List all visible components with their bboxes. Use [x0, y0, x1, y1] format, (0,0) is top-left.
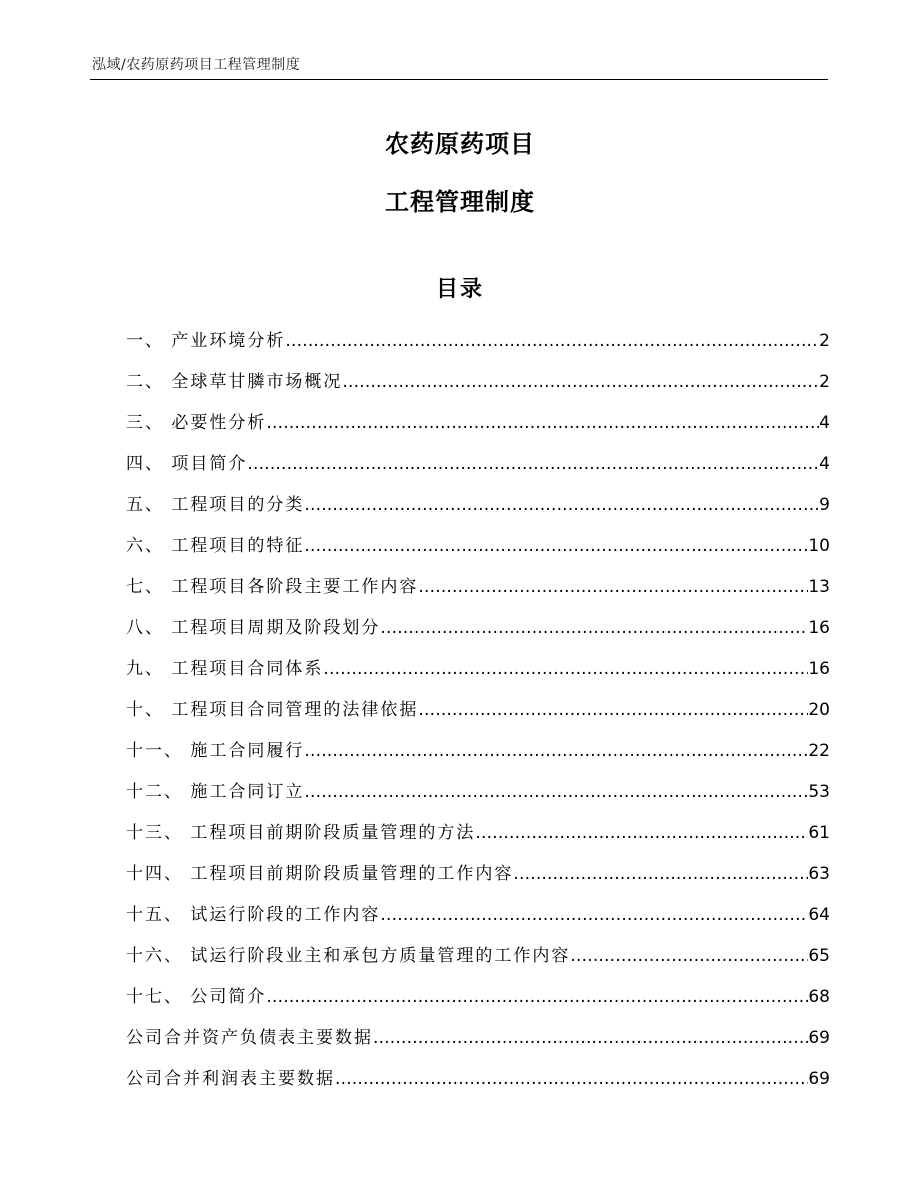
toc-entry-page-number: 2	[819, 331, 830, 351]
toc-entry-page-number: 4	[819, 413, 830, 433]
toc-entry[interactable]	[126, 813, 830, 854]
toc-entry-label: 五、 工程项目的分类	[126, 495, 305, 515]
toc-entry-page-number: 68	[808, 987, 830, 1007]
toc-entry-page-number: 16	[808, 618, 830, 638]
toc-entry-page-number: 9	[819, 495, 830, 515]
toc-entry[interactable]	[126, 362, 830, 403]
toc-dot-leader	[266, 977, 808, 1018]
toc-entry[interactable]	[126, 403, 830, 444]
toc-entry-label: 十五、 试运行阶段的工作内容	[126, 905, 381, 925]
toc-entry-label: 十二、 施工合同订立	[126, 782, 305, 802]
toc-entry-page-number: 20	[808, 700, 830, 720]
header-divider	[90, 79, 828, 80]
toc-entry[interactable]	[126, 321, 830, 362]
toc-entry-page-number: 10	[808, 536, 830, 556]
toc-dot-leader	[247, 444, 819, 485]
toc-entry-page-number: 53	[808, 782, 830, 802]
toc-entry[interactable]	[126, 854, 830, 895]
toc-entry-page-number: 61	[808, 823, 830, 843]
toc-entry[interactable]	[126, 526, 830, 567]
toc-dot-leader	[418, 567, 808, 608]
toc-dot-leader	[475, 813, 808, 854]
toc-entry-label: 三、 必要性分析	[126, 413, 267, 433]
toc-entry-label: 七、 工程项目各阶段主要工作内容	[126, 577, 419, 597]
toc-entry-label: 十一、 施工合同履行	[126, 741, 305, 761]
toc-entry-label: 十四、 工程项目前期阶段质量管理的工作内容	[126, 864, 514, 884]
toc-entry-label: 公司合并资产负债表主要数据	[126, 1028, 373, 1048]
toc-entry-label: 十、 工程项目合同管理的法律依据	[126, 700, 419, 720]
document-title-line-1: 农药原药项目	[385, 130, 535, 158]
toc-entry-label: 八、 工程项目周期及阶段划分	[126, 618, 381, 638]
toc-entry-page-number: 22	[808, 741, 830, 761]
toc-dot-leader	[285, 321, 819, 362]
toc-dot-leader	[266, 403, 819, 444]
toc-dot-leader	[570, 936, 808, 977]
toc-entry[interactable]	[126, 567, 830, 608]
toc-entry-page-number: 4	[819, 454, 830, 474]
toc-entry-label: 四、 项目简介	[126, 454, 248, 474]
toc-entry[interactable]	[126, 731, 830, 772]
toc-entry-page-number: 63	[808, 864, 830, 884]
toc-dot-leader	[323, 649, 808, 690]
toc-entry-label: 十六、 试运行阶段业主和承包方质量管理的工作内容	[126, 946, 571, 966]
toc-dot-leader	[304, 731, 808, 772]
toc-dot-leader	[304, 526, 808, 567]
toc-entry-label: 一、 产业环境分析	[126, 331, 286, 351]
toc-dot-leader	[342, 362, 819, 403]
toc-entry-page-number: 69	[808, 1028, 830, 1048]
toc-dot-leader	[304, 485, 819, 526]
toc-entry[interactable]	[126, 485, 830, 526]
document-title-line-2: 工程管理制度	[385, 188, 535, 216]
toc-entry-label: 十七、 公司简介	[126, 987, 267, 1007]
toc-entry[interactable]	[126, 1018, 830, 1059]
toc-entry[interactable]	[126, 690, 830, 731]
toc-dot-leader	[380, 608, 808, 649]
toc-entry-page-number: 69	[808, 1069, 830, 1089]
running-header: 泓域/农药原药项目工程管理制度	[92, 57, 301, 73]
toc-dot-leader	[373, 1018, 808, 1059]
toc-entry-page-number: 2	[819, 372, 830, 392]
table-of-contents	[126, 321, 830, 1100]
toc-entry[interactable]	[126, 895, 830, 936]
toc-entry-label: 六、 工程项目的特征	[126, 536, 305, 556]
toc-entry[interactable]	[126, 649, 830, 690]
toc-entry-label: 二、 全球草甘膦市场概况	[126, 372, 343, 392]
toc-entry-label: 九、 工程项目合同体系	[126, 659, 324, 679]
toc-heading: 目录	[435, 277, 484, 302]
toc-dot-leader	[380, 895, 808, 936]
toc-entry-label: 十三、 工程项目前期阶段质量管理的方法	[126, 823, 476, 843]
toc-entry-page-number: 65	[808, 946, 830, 966]
toc-entry[interactable]	[126, 444, 830, 485]
toc-dot-leader	[304, 772, 808, 813]
toc-dot-leader	[513, 854, 808, 895]
toc-entry[interactable]	[126, 936, 830, 977]
toc-entry[interactable]	[126, 1059, 830, 1100]
toc-entry-page-number: 13	[808, 577, 830, 597]
toc-entry[interactable]	[126, 977, 830, 1018]
toc-entry-page-number: 64	[808, 905, 830, 925]
toc-entry[interactable]	[126, 608, 830, 649]
toc-dot-leader	[418, 690, 808, 731]
toc-entry-page-number: 16	[808, 659, 830, 679]
toc-dot-leader	[335, 1059, 808, 1100]
toc-entry[interactable]	[126, 772, 830, 813]
toc-entry-label: 公司合并利润表主要数据	[126, 1069, 335, 1089]
